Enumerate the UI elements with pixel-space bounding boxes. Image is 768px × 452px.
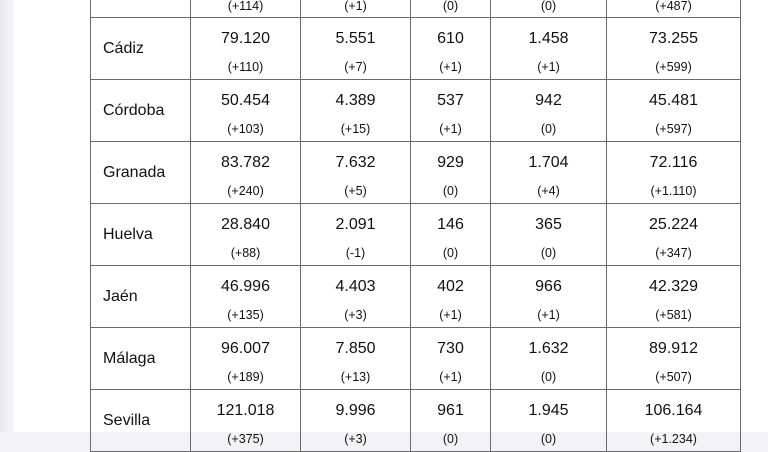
cell-value: 73.255: [649, 30, 698, 47]
cell-delta: (+103): [227, 122, 264, 136]
data-cell: [491, 266, 607, 328]
data-cell: [491, 390, 607, 452]
cell-value: 4.389: [335, 92, 376, 109]
cell-value: 730: [437, 340, 464, 357]
cell-value: 929: [437, 154, 464, 171]
data-cell: [607, 142, 741, 204]
data-cell: [191, 142, 301, 204]
cell-value: 83.782: [221, 154, 270, 171]
data-cell: [411, 266, 491, 328]
cell-delta: (+597): [655, 122, 692, 136]
data-cell: [301, 18, 411, 80]
table-row: [91, 266, 741, 328]
cell-value: 7.850: [335, 340, 376, 357]
page-left-edge: [0, 0, 14, 432]
cell-value: 610: [437, 30, 464, 47]
cell-delta: (+135): [227, 308, 264, 322]
cell-value: 7.632: [335, 154, 376, 171]
data-cell: [191, 204, 301, 266]
cell-delta: (+114): [227, 0, 264, 13]
cell-delta: (+581): [655, 308, 692, 322]
data-cell: [191, 0, 301, 18]
provinces-data-table: [90, 0, 741, 452]
cell-value: 89.912: [649, 340, 698, 357]
data-cell: [607, 266, 741, 328]
province-name: Jaén: [91, 266, 191, 328]
data-cell: [301, 80, 411, 142]
document-page: [14, 0, 768, 446]
data-cell: [607, 80, 741, 142]
cell-value: 9.996: [335, 402, 376, 419]
table-row: [91, 142, 741, 204]
province-name: Sevilla: [91, 390, 191, 452]
table-body: [91, 0, 741, 452]
data-cell: [411, 18, 491, 80]
cell-delta: (0): [442, 246, 459, 260]
province-name: Huelva: [91, 204, 191, 266]
data-cell: [301, 142, 411, 204]
cell-value: 966: [535, 278, 562, 295]
data-cell: [301, 390, 411, 452]
cell-value: 46.996: [221, 278, 270, 295]
cell-delta: (0): [540, 0, 557, 13]
data-cell: [411, 204, 491, 266]
data-cell: [491, 80, 607, 142]
cell-delta: (+1): [537, 60, 560, 74]
province-name: Málaga: [91, 328, 191, 390]
data-cell: [491, 0, 607, 18]
province-name: Córdoba: [91, 80, 191, 142]
cell-delta: (+1): [439, 370, 462, 384]
cell-delta: (0): [540, 432, 557, 446]
data-cell: [411, 390, 491, 452]
data-cell: [301, 328, 411, 390]
cell-delta: (0): [442, 432, 459, 446]
cell-value: 942: [535, 92, 562, 109]
table-row: [91, 204, 741, 266]
province-name: Cádiz: [91, 18, 191, 80]
province-cell-empty: [91, 0, 191, 18]
data-cell: [191, 18, 301, 80]
cell-delta: (+13): [340, 370, 371, 384]
cell-value: 72.116: [649, 154, 698, 171]
cell-value: 961: [437, 402, 464, 419]
table-row-partial-top: [91, 0, 741, 18]
cell-delta: (+1): [344, 0, 367, 13]
cell-delta: (0): [540, 370, 557, 384]
data-cell: [191, 328, 301, 390]
cell-value: 1.458: [528, 30, 569, 47]
data-cell: [301, 204, 411, 266]
table-row: [91, 80, 741, 142]
cell-delta: (-1): [345, 246, 366, 260]
data-cell: [491, 18, 607, 80]
cell-delta: (+15): [340, 122, 371, 136]
cell-delta: (+3): [344, 308, 367, 322]
cell-delta: (+375): [227, 432, 264, 446]
data-cell: [411, 142, 491, 204]
cell-delta: (+5): [344, 184, 367, 198]
data-cell: [607, 0, 741, 18]
data-cell: [607, 18, 741, 80]
cell-value: 365: [535, 216, 562, 233]
cell-delta: (+487): [655, 0, 692, 13]
cell-value: 106.164: [644, 402, 703, 419]
cell-delta: (+4): [537, 184, 560, 198]
cell-value: 96.007: [221, 340, 270, 357]
cell-value: 45.481: [649, 92, 698, 109]
data-cell: [301, 266, 411, 328]
cell-delta: (+347): [655, 246, 692, 260]
cell-value: 42.329: [649, 278, 698, 295]
cell-value: 28.840: [221, 216, 270, 233]
cell-value: 25.224: [649, 216, 698, 233]
cell-delta: (+7): [344, 60, 367, 74]
cell-value: 121.018: [216, 402, 275, 419]
province-name: Granada: [91, 142, 191, 204]
cell-value: 4.403: [335, 278, 376, 295]
cell-value: 402: [437, 278, 464, 295]
cell-delta: (+88): [230, 246, 261, 260]
data-cell: [411, 0, 491, 18]
cell-value: 1.704: [528, 154, 569, 171]
cell-delta: (+1): [439, 122, 462, 136]
table-row: [91, 390, 741, 452]
cell-value: 2.091: [335, 216, 376, 233]
cell-delta: (0): [442, 0, 459, 13]
data-cell: [491, 328, 607, 390]
cell-delta: (0): [540, 246, 557, 260]
cell-delta: (+240): [227, 184, 264, 198]
cell-delta: (+189): [227, 370, 264, 384]
cell-delta: (+1): [439, 308, 462, 322]
cell-delta: (+3): [344, 432, 367, 446]
cell-delta: (+599): [655, 60, 692, 74]
cell-value: 146: [437, 216, 464, 233]
cell-value: 79.120: [221, 30, 270, 47]
cell-delta: (+1.110): [650, 184, 697, 198]
cell-delta: (0): [540, 122, 557, 136]
cell-delta: (+1): [537, 308, 560, 322]
data-cell: [301, 0, 411, 18]
cell-delta: (+507): [655, 370, 692, 384]
data-cell: [491, 204, 607, 266]
data-cell: [607, 204, 741, 266]
data-cell: [491, 142, 607, 204]
data-cell: [607, 328, 741, 390]
cell-value: 5.551: [335, 30, 376, 47]
data-cell: [191, 80, 301, 142]
cell-value: 1.632: [528, 340, 569, 357]
data-cell: [191, 266, 301, 328]
table-row: [91, 328, 741, 390]
cell-value: 1.945: [528, 402, 569, 419]
cell-delta: (+110): [227, 60, 264, 74]
cell-delta: (+1.234): [650, 432, 697, 446]
cell-delta: (0): [442, 184, 459, 198]
table-row: [91, 18, 741, 80]
cell-delta: (+1): [439, 60, 462, 74]
cell-value: 50.454: [221, 92, 270, 109]
cell-value: 537: [437, 92, 464, 109]
data-cell: [411, 328, 491, 390]
data-cell: [191, 390, 301, 452]
data-cell: [411, 80, 491, 142]
data-cell: [607, 390, 741, 452]
